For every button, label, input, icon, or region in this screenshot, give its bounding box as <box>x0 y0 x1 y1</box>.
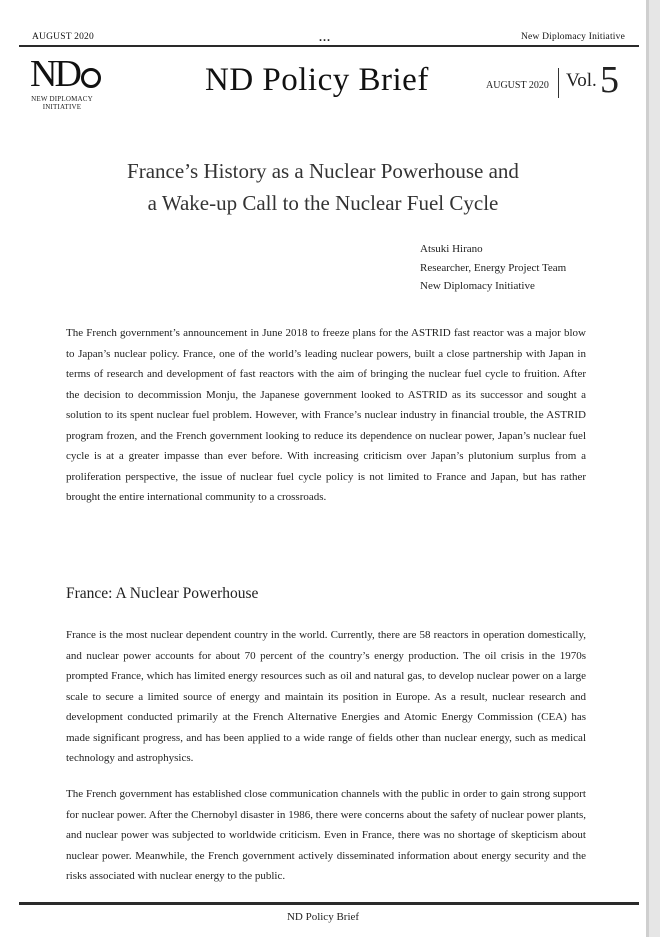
brief-title: ND Policy Brief <box>205 62 429 98</box>
footer-rule <box>19 902 639 905</box>
author-name: Atsuki Hirano <box>420 243 483 255</box>
author-org: New Diplomacy Initiative <box>420 280 535 292</box>
abstract-paragraph: The French government’s announcement in June 2018 to freeze plans for the ASTRID fast reactor was a major blow to Japan’s nuclear policy. France, one of the world’s leading nuclear powers, built a close partnership with Japan in terms of research and development of fast reactors with the aim of bringing the nuclear fuel cycle to fruition. After the decision to decommission Monju, the Japanese government looked to ASTRID as its successor and sought a solution to its spent nuclear fuel problem. However, with France’s nuclear industry in financial trouble, the ASTRID program frozen, and the French government looking to reduce its dependence on nuclear power, Japan’s nuclear fuel cycle is at a greater impasse than ever before. With increasing criticism over Japan’s plutonium surplus from a proliferation perspective, the issue of nuclear fuel cycle policy is not limited to France and Japan, but has rather brought the entire international community to a crossroads. <box>66 327 586 503</box>
header-date: AUGUST 2020 <box>32 32 94 42</box>
volume-number: 5 <box>600 59 619 101</box>
article-title-line2: a Wake-up Call to the Nuclear Fuel Cycle <box>147 191 499 215</box>
logo-text: NEW DIPLOMACY INITIATIVE <box>31 95 93 111</box>
page-shadow <box>646 0 649 937</box>
volume-label: Vol. <box>566 70 597 91</box>
body-paragraph-1: France is the most nuclear dependent country in the world. Currently, there are 58 reactors in operation domestically, and nuclear power accounts for about 70 percent of the country’s energy production. The oil crisis in the 1970s prompted France, which has limited energy resources such as oil and natural gas, to develop nuclear power on a large scale to secure a limited source of energy and maintain its position in Europe. As a result, nuclear research and development conducted primarily at the French Alternative Energies and Atomic Energy Commission (CEA) has made significant progress, and has been applied to a wide range of fields other than nuclear energy, such as medical technology and astrophysics. <box>66 629 586 764</box>
issue-date: AUGUST 2020 <box>486 80 549 91</box>
author-block <box>420 240 566 296</box>
logo-circle-icon <box>81 68 101 88</box>
header-rule <box>19 45 639 47</box>
author-role: Researcher, Energy Project Team <box>420 261 567 274</box>
logo-mark: ND <box>30 55 101 93</box>
volume-divider <box>558 68 559 98</box>
footer-text: ND Policy Brief <box>286 911 360 923</box>
article-title-line1: France’s History as a Nuclear Powerhouse and <box>127 159 519 183</box>
body-paragraph-2: The French government has established close communication channels with the public in order to gain strong support for nuclear power. After the Chernobyl disaster in 1986, there were concerns about the safety of nuclear power plants, and nuclear power was subjected to worldwide criticism. Even in France, there was no shortage of skepticism about nuclear power. Meanwhile, the French government actively disseminated information about energy security and the risks associated with nuclear energy to the public. <box>66 788 586 882</box>
section-heading: France: A Nuclear Powerhouse <box>66 585 259 602</box>
header-org: New Diplomacy Initiative <box>521 32 625 42</box>
header-dots: ... <box>319 30 331 44</box>
